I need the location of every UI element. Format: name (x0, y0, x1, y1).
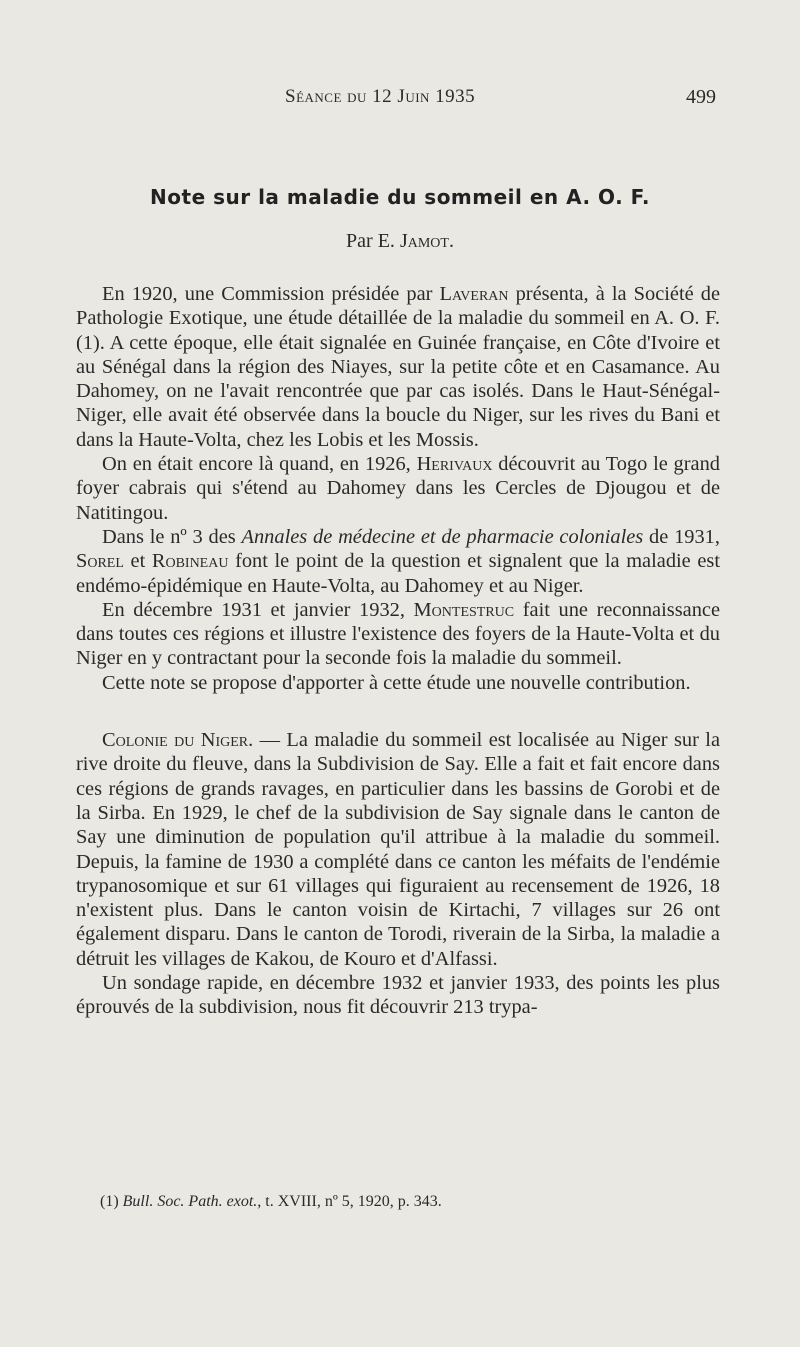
footnote (100, 1193, 720, 1211)
text: En décembre 1931 et janvier 1932, (102, 598, 414, 621)
footnote-details: , t. XVIII, nº 5, 1920, p. 343. (257, 1193, 442, 1210)
text: font le point de la question et signalent que la maladie est endémo-épidémique en Haute-Volta, au Dahomey et au Niger. (76, 550, 720, 597)
author-prefix: Par E. (346, 230, 400, 252)
article-title: Note sur la maladie du sommeil en A. O. F. (150, 185, 650, 209)
text: découvrit au Togo le grand foyer cabrais qui s'étend au Dahomey dans les Cercles de Djougou et de Natitingou. (76, 453, 720, 524)
paragraph-4 (76, 598, 720, 671)
article-body (76, 282, 720, 1020)
journal-title: Annales de médecine et de pharmacie coloniales (241, 525, 644, 548)
paragraph-6 (76, 728, 720, 971)
paragraph-1 (76, 282, 720, 452)
text: et (123, 550, 152, 573)
text: On en était encore là quand, en 1926, (102, 453, 417, 476)
author-name: Jamot. (399, 230, 454, 252)
paragraph-7: Un sondage rapide, en décembre 1932 et janvier 1933, des points les plus éprouvés de la subdivision, nous fit découvrir 213 trypa- (76, 972, 720, 1019)
running-title: Séance du 12 Juin 1935 (285, 86, 476, 107)
text: Dans le nº 3 des (102, 525, 242, 548)
footnote-source: Bull. Soc. Path. exot. (122, 1193, 258, 1210)
text: En 1920, une Commission présidée par (102, 283, 440, 305)
page-number: 499 (686, 86, 716, 108)
text: présenta, à la Société de Pathologie Exotique, une étude détaillée de la maladie du sommeil en A. O. F. (1). A cette époque, elle était signalée en Guinée française, en Côte d'Ivoire et au Sénégal dans la région des Niayes, sur la petite côte et en Casamance. Au Dahomey, on ne l'avait rencontrée que par cas isolés. Dans le Haut-Sénégal-Niger, elle avait été observée dans la boucle du Niger, sur les rives du Bani et dans la Haute-Volta, chez les Lobis et les Mossis. (76, 283, 720, 451)
author-citation: Robineau (151, 550, 229, 573)
section-heading: Colonie du Niger. (102, 729, 254, 752)
author-citation: Sorel (76, 550, 124, 573)
text: fait une reconnaissance dans toutes ces régions et illustre l'existence des foyers de la Haute-Volta et du Niger en y contractant pour la seconde fois la maladie du sommeil. (76, 598, 720, 670)
paragraph-3 (76, 525, 720, 598)
footnote-number: (1) (100, 1193, 123, 1210)
running-header (0, 86, 800, 116)
paragraph-2 (76, 452, 720, 525)
paragraph-5: Cette note se propose d'apporter à cette étude une nouvelle contribution. (102, 671, 691, 694)
author-citation: Laveran (439, 283, 509, 305)
text: de 1931, (643, 525, 720, 548)
text: — La maladie du sommeil est localisée au Niger sur la rive droite du fleuve, dans la Subdivision de Say. Elle a fait et fait encore dans ces régions de grands ravages, en particulier dans les bassins de Gorobi et de la Sirba. En 1929, le chef de la subdivision de Say signale dans le canton de Say une diminution de population qu'il attribue à la maladie du sommeil. Depuis, la famine de 1930 a complété dans ce canton les méfaits de l'endémie trypanosomique et sur 61 villages qui figuraient au recensement de 1926, 18 n'existent plus. Dans le canton voisin de Kirtachi, 7 villages sur 26 ont également disparu. Dans le canton de Torodi, riverain de la Sirba, la maladie a détruit les villages de Kakou, de Kouro et d'Alfassi. (76, 729, 720, 970)
author-citation: Herivaux (416, 453, 493, 476)
article-author (0, 230, 800, 253)
author-citation: Montestruc (413, 598, 515, 621)
